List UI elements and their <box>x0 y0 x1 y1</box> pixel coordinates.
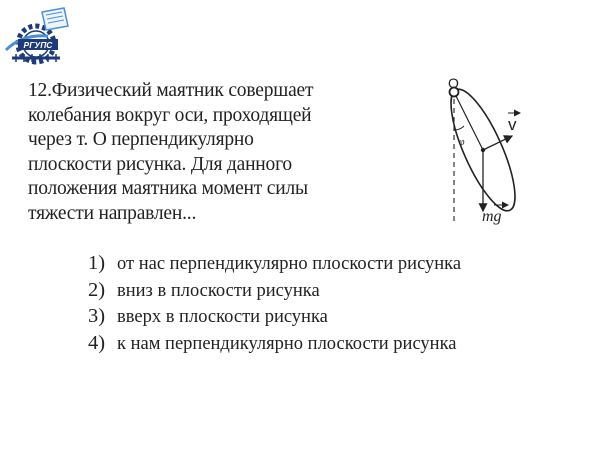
university-emblem-icon <box>2 6 74 72</box>
university-logo <box>2 6 74 72</box>
pivot-label: O <box>448 78 459 91</box>
answer-option[interactable] <box>88 305 588 332</box>
answer-text: к нам перпендикулярно плоскости рисунка <box>117 333 457 354</box>
answer-number: 1) <box>88 252 106 274</box>
answer-option[interactable] <box>88 252 588 279</box>
angle-label: φ <box>459 137 465 148</box>
question-line: 12.Физический маятник совершает <box>28 80 314 101</box>
answer-text: вверх в плоскости рисунка <box>117 307 328 327</box>
velocity-label: v <box>508 115 517 134</box>
answer-option[interactable] <box>88 279 588 306</box>
answer-number: 2) <box>88 278 106 301</box>
velocity-arrow <box>483 136 512 150</box>
question-line: положения маятника момент силы <box>28 178 308 199</box>
question-text <box>28 79 408 226</box>
question-line: колебания вокруг оси, проходящей <box>28 104 312 126</box>
pendulum-figure <box>424 78 544 228</box>
question-line: плоскости рисунка. Для данного <box>28 153 292 175</box>
answer-text: вниз в плоскости рисунка <box>117 280 320 301</box>
pendulum-diagram <box>424 78 544 228</box>
logo-text: РГУПС <box>23 40 53 50</box>
answer-number: 4) <box>88 331 106 354</box>
question-line: тяжести направлен... <box>28 202 197 224</box>
force-label: mg <box>482 208 502 225</box>
question-line: через т. О перпендикулярно <box>28 129 254 150</box>
answer-text: от нас перпендикулярно плоскости рисунка <box>117 254 462 274</box>
answer-number: 3) <box>88 305 106 327</box>
answer-option[interactable] <box>88 332 588 359</box>
answer-list <box>88 252 588 358</box>
